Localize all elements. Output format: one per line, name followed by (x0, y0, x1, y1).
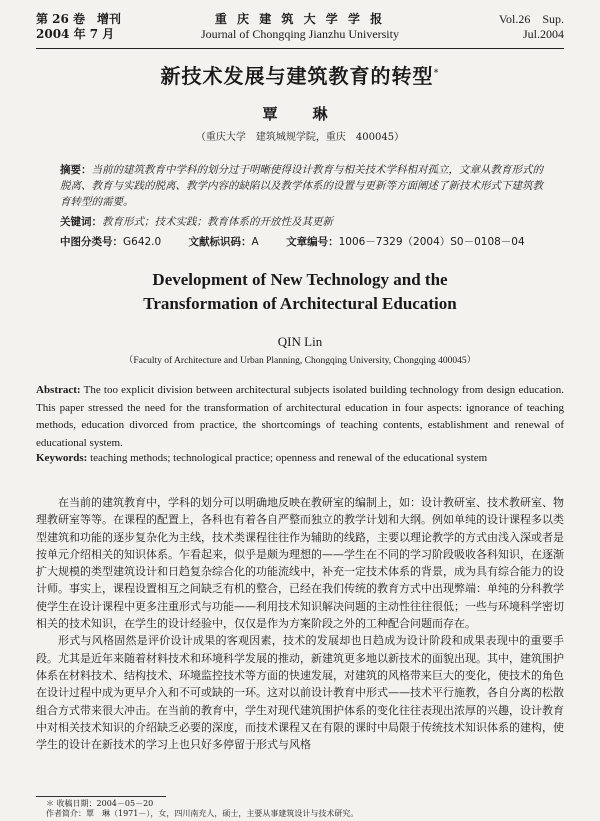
footnote-divider (36, 796, 166, 797)
body-paragraph: 形式与风格固然是评价设计成果的客观因素，技术的发展却也日趋成为设计阶段和成果表现中的重要手段。尤其是近年来随着材料技术和环境科学发展的推动，新建筑更多地以新技术的面貌出现。其中，建筑围护体系在材料技术、结构技术、环境监控技术等方面的快速发展，对建筑的风格带来巨大的变化，使技术的角色在设计过程中成为更早介入和不可或缺的一环。这对以前设计教育中形式——技术平行施教，各自分离的松散组合方式带来很大冲击。在当前的教育中，学生对现代建筑围护体系的变化往往表现出浓厚的兴趣，设计教育中对相关技术知识的介绍缺乏必要的深度，而技术课程又在有限的课时中局限于传统技术知识体系的建构，使学生的设计在新技术的学习上也只好多停留于形式与风格 (36, 634, 564, 752)
journal-name-en: Journal of Chongqing Jianzhu University (201, 27, 399, 41)
article-no-label: 文章编号： (286, 236, 339, 248)
title-cn-text: 新技术发展与建筑教育的转型 (160, 64, 434, 88)
keywords-cn-text: 教育形式；技术实践；教育体系的开放性及其更新 (102, 216, 333, 228)
title-en-line1: Development of New Technology and the (152, 270, 448, 289)
header-divider (36, 48, 564, 49)
header-left (36, 12, 121, 42)
page-title-en (0, 268, 600, 316)
page-title-cn (0, 60, 600, 89)
body-paragraph: 在当前的建筑教育中，学科的划分可以明确地反映在教研室的编制上，如：设计教研室、技术教研室、物理教研室等等。在课程的配置上，各科也有着各自严整而独立的教学计划和大纲。例如单纯的设计课程多以类型建筑和功能的逐步复杂化为主线，技术类课程往往作为辅助的线路，主要以理论教学的方式由浅入深或者是按单元介绍相关的知识体系。乍看起来，似乎是颇为理想的——学生在不同的学习阶段吸收各科知识，在逐渐扩大规模的类型建筑设计和日趋复杂综合化的功能流线中，补充一定技术体系的背景，成为具有综合能力的设计师。事实上，课程设置相互之间缺乏有机的整合，已经在我们传统的教育方式中出现弊端：单纯的分科教学使学生在设计课程中更多注重形式与功能——利用技术知识解决问题的主动性往往很低；一些与环境科学密切相关的技术知识，在学生的设计经验中，仅仅是作为方案阶段之外的工种配合问题而存在。 (36, 496, 564, 631)
affiliation-cn: （重庆大学 建筑城规学院，重庆 400045） (195, 132, 405, 143)
volume-cn: 第 26 卷 增刊 (36, 12, 122, 26)
running-header (0, 10, 600, 46)
keywords-en (36, 452, 564, 464)
doc-code-value: A (251, 236, 259, 248)
abstract-cn (60, 162, 544, 210)
title-footnote-mark: * (433, 67, 440, 79)
keywords-en-text: teaching methods; technological practice; openness and renewal of the educational system (90, 452, 488, 464)
date-cn: 2004 年 7 月 (36, 27, 115, 41)
volume-en: Vol.26 Sup. (498, 12, 564, 26)
clc-value: G642.0 (123, 236, 162, 248)
clc-label: 中图分类号： (60, 236, 123, 248)
author-cn: 覃 琳 (262, 105, 338, 123)
keywords-en-label: Keywords: (36, 452, 88, 464)
keywords-cn (60, 214, 544, 229)
affiliation-en: （Faculty of Architecture and Urban Planning, Chongqing University, Chongqing 400045） (123, 356, 477, 366)
author-en: QIN Lin (277, 334, 323, 349)
classification-line (60, 234, 560, 249)
date-en: Jul.2004 (522, 27, 564, 41)
abstract-en-text: The too explicit division between architectural subjects isolated building technology from design education. This paper stressed the need for the transformation of architectural education in four aspects: ignorance of teaching methods, education divorced from practice, the shortcomings of teaching contents, establishment and renewal of educational system. (36, 384, 564, 449)
header-center (170, 12, 430, 42)
abstract-en (36, 382, 564, 452)
journal-name-cn: 重 庆 建 筑 大 学 学 报 (214, 12, 386, 26)
abstract-en-label: Abstract: (36, 384, 81, 396)
header-right (499, 12, 564, 42)
doc-code-label: 文献标识码： (188, 236, 252, 248)
footnote-author-bio: 作者简介：覃 琳（1971－），女，四川南充人，硕士，主要从事建筑设计与技术研究。 (46, 809, 359, 818)
title-en-line2: Transformation of Architectural Education (143, 294, 457, 313)
abstract-cn-text: 当前的建筑教育中学科的划分过于明晰使得设计教育与相关技术学科相对孤立，文章从教育形式的脱离、教育与实践的脱离、教学内容的缺陷以及教学体系的设置与更新等方面阐述了新技术形式下建筑教育转型的需要。 (60, 164, 543, 208)
footnote-received: ＊ 收稿日期：2004－05－20 (46, 799, 154, 808)
body-text (36, 494, 564, 753)
abstract-cn-label: 摘要： (60, 164, 92, 176)
footnote (46, 799, 566, 819)
keywords-cn-label: 关键词： (60, 216, 102, 228)
article-no-value: 1006－7329（2004）S0－0108－04 (338, 236, 525, 248)
